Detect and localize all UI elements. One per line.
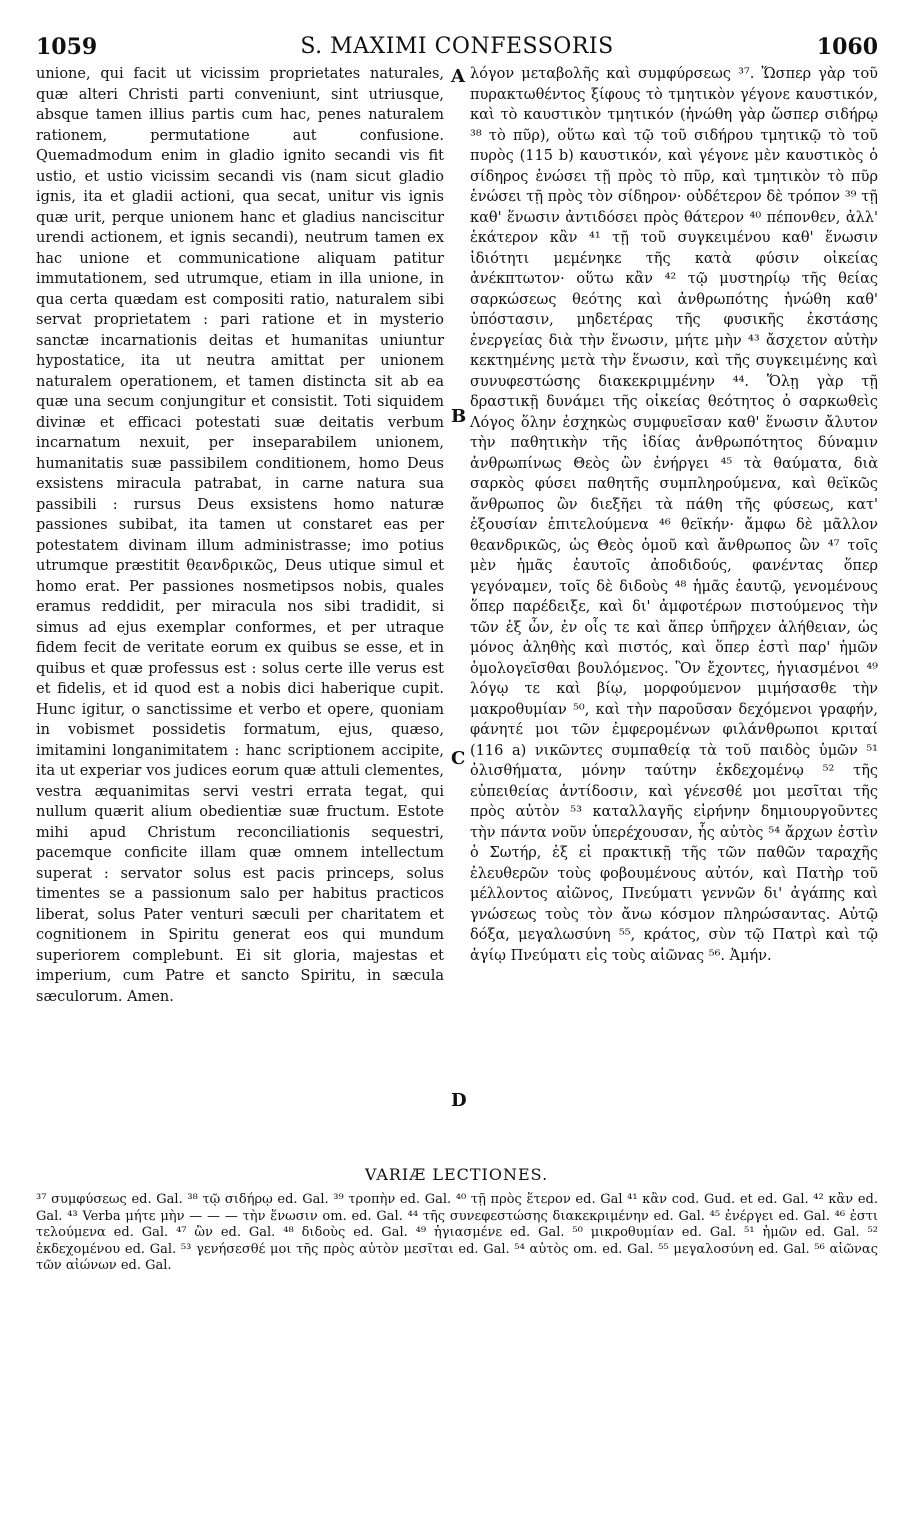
variae-lectiones-title: VARIÆ LECTIONES. (364, 1165, 549, 1184)
latin-text: unione, qui facit ut vicissim proprietates naturales, quæ alteri Christi parti conveniunt, sint utriusque, absque tamen illius partis cum hac, penes naturalem rationem, permutatione aut confusione. Quemadmodum enim in gladio ignito secandi vis fit ustio, et ustio vicissim secandi vis (nam sicut gladio ignis, ita et gladii actioni, qua secat, unitur vis ignis quæ urit, perque unionem hanc et gladius nanciscitur urendi actionem, et ignis secandi), neutrum tamen ex hac unione et communicatione aliquam patitur immutationem, sed utrumque, etiam in illa unione, in qua certa quædam est compositi ratio, naturalem sibi servat proprietatem : pari ratione et in mysterio sanctæ incarnationis deitas et humanitas uniuntur hypostatice, ita ut neutra amittat per unionem naturalem operationem, et tamen distincta sit ab ea quæ una secum conjungitur et consistit. Toti siquidem divinæ et efficaci potestati suæ deitatis verbum incarnatum nexuit, per inseparabilem unionem, humanitatis suæ passibilem conditionem, homo Deus exsistens miracula patrabat, in carne natura sua passibili : rursus Deus exsistens homo naturæ passiones subibat, ita tamen ut constaret eas per potestatem divinam illum administrasse; imo potius utrumque præstitit θεανδρικῶς, Deus utique simul et homo erat. Per passiones nosmetipsos nobis, quales eramus reddidit, per miracula nos sibi tradidit, si simus ad ejus exemplar conformes, et per utraque fidem fecit de veritate eorum ex quibus se esse, et in quibus et quæ professus est : solus certe ille verus est et fidelis, et id quod est a nobis dici haberique cupit. Hunc igitur, o sanctissime et verbo et opere, quoniam in vobismet possidetis formatum, ejus, quæso, imitamini longanimitatem : hanc scriptionem accipite, ita ut experiar vos judices eorum quæ attuli clementes, vestra æquanimitas servi vestri errata tegat, qui nullum quærit alium obedientiæ suæ fructum. Estote mihi apud Christum reconciliationis sequestri, pacemque conficite illam quæ omnem intellectum superat : servator solus est pacis princeps, solus timentes se a passionum salo per habitus practicos liberat, solus Pater venturi sæculi per charitatem et cognitionem in Spiritu generat eos qui mundum superiorem complebunt. Ei sit gloria, majestas et imperium, cum Patre et sancto Spiritu, in sæcula sæculorum. Amen. (36, 66, 444, 1005)
variae-lectiones (36, 1192, 878, 1275)
margin-marker-d: D (451, 1090, 467, 1111)
greek-column (470, 64, 878, 966)
running-title: S. MAXIMI CONFESSORIS (300, 34, 614, 59)
greek-text: λόγον μεταβολῆς καὶ συμφύρσεως ³⁷. Ὥσπερ γὰρ τοῦ πυρακτωθέντος ξίφους τὸ τμητικὸν γέγονε καυστικόν, καὶ τὸ καυστικὸν τμητικόν (ἡνώθη γὰρ ὥσπερ σιδήρῳ ³⁸ τὸ πῦρ), οὕτω καὶ τῷ τοῦ σιδήρου τμητικῷ τὸ τοῦ πυρὸς (115 b) καυστικόν, καὶ γέγονε μὲν καυστικὸς ὁ σίδηρος ἑνώσει τῇ πρὸς τὸ πῦρ, καὶ τμητικὸν τὸ πῦρ ἑνώσει τῇ πρὸς τὸν σίδηρον· οὐδέτερον δὲ τρόπον ³⁹ τῇ καθ' ἕνωσιν ἀντιδόσει πρὸς θάτερον ⁴⁰ πέπονθεν, ἀλλ' ἑκάτερον κἂν ⁴¹ τῇ τοῦ συγκειμένου καθ' ἕνωσιν ἰδιότητι μεμένηκε τῆς κατὰ φύσιν οἰκείας ἀνέκπτωτον· οὕτω κἂν ⁴² τῷ μυστηρίῳ τῆς θείας σαρκώσεως θεότης καὶ ἀνθρωπότης ἡνώθη καθ' ὑπόστασιν, μηδετέρας τῆς φυσικῆς ἐκστάσης ἐνεργείας διὰ τὴν ἕνωσιν, μήτε μὴν ⁴³ ἄσχετον αὐτὴν κεκτημένης μετὰ τὴν ἕνωσιν, καὶ τῆς συγκειμένης καὶ συνυφεστώσης διακεκριμμένην ⁴⁴. Ὅλῃ γὰρ τῇ δραστικῇ δυνάμει τῆς οἰκείας θεότητος ὁ σαρκωθεὶς Λόγος ὅλην ἐσχηκὼς συμφυεῖσαν καθ' ἕνωσιν ἄλυτον τὴν παθητικὴν τῆς ἰδίας ἀνθρωπότητος δύναμιν ἀνθρωπίνως Θεὸς ὢν ἐνήργει ⁴⁵ τὰ θαύματα, διὰ σαρκὸς φύσει παθητῆς συμπληρούμενα, καὶ θεϊκῶς ἄνθρωπος ὢν διεξῆει τὰ πάθη τῆς φύσεως, κατ' ἐξουσίαν ἐπιτελούμενα ⁴⁶ θεϊκήν· ἄμφω δὲ μᾶλλον θεανδρικῶς, ὡς Θεὸς ὁμοῦ καὶ ἄνθρωπος ὢν ⁴⁷ τοῖς μὲν ἡμᾶς ἑαυτοῖς ἀποδιδούς, φανέντας ὅπερ γεγόναμεν, τοῖς δὲ διδοὺς ⁴⁸ ἡμᾶς ἑαυτῷ, γενομένους ὅπερ παρέδειξε, καὶ δι' ἀμφοτέρων πιστούμενος τὴν τῶν ἐξ ὧν, ἐν οἷς τε καὶ ἅπερ ὑπῆρχεν ἀλήθειαν, ὡς μόνος ἀληθὴς καὶ πιστός, καὶ ὅπερ ἐστὶ παρ' ἡμῶν ὁμολογεῖσθαι βουλόμενος. Ὃν ἔχοντες, ἡγιασμένοι ⁴⁹ λόγῳ τε καὶ βίῳ, μορφούμενον μιμήσασθε τὴν μακροθυμίαν ⁵⁰, καὶ τὴν παροῦσαν δεχόμενοι γραφήν, φάνητέ μοι τῶν ἐμφερομένων φιλάνθρωποι κριταί (116 a) νικῶντες συμπαθείᾳ τὰ τοῦ παιδὸς ὑμῶν ⁵¹ ὀλισθήματα, μόνην ταύτην ἐκδεχομένῳ ⁵² τῆς εὐπειθείας ἀντίδοσιν, καὶ γένεσθέ μοι μεσῖται τῆς πρὸς αὐτὸν ⁵³ καταλλαγῆς εἰρήνην δημιουργοῦντες τὴν πάντα νοῦν ὑπερέχουσαν, ἧς αὐτὸς ⁵⁴ ἄρχων ἐστὶν ὁ Σωτήρ, ἐξ εἰ πρακτικῇ τῆς τῶν παθῶν ταραχῆς ἐλευθερῶν τοὺς φοβουμένους αὐτόν, καὶ Πατὴρ τοῦ μέλλοντος αἰῶνος, Πνεύματι γεννῶν δι' ἀγάπης καὶ γνώσεως τοὺς τὸν ἄνω κόσμον πληρώσαντας. Αὐτῷ δόξα, μεγαλωσύνη ⁵⁵, κράτος, σὺν τῷ Πατρὶ καὶ τῷ ἁγίῳ Πνεύματι εἰς τοὺς αἰῶνας ⁵⁶. Ἀμήν. (470, 66, 878, 964)
margin-marker-a: A (451, 66, 465, 87)
page-header (36, 34, 878, 64)
page-number-right: 1060 (816, 34, 878, 60)
latin-column (36, 64, 444, 1007)
page-number-left: 1059 (36, 34, 98, 60)
variae-lectiones-text: ³⁷ συμφύσεως ed. Gal. ³⁸ τῷ σιδήρῳ ed. Gal. ³⁹ τροπὴν ed. Gal. ⁴⁰ τῇ πρὸς ἕτερον ed. Gal ⁴¹ κἂν cod. Gud. et ed. Gal. ⁴² κἂν ed. Gal. ⁴³ Verba μήτε μὴν — — — τὴν ἕνωσιν om. ed. Gal. ⁴⁴ τῆς συνεφεστώσης διακεκριμένην ed. Gal. ⁴⁵ ἐνέργει ed. Gal. ⁴⁶ ἐστι τελούμενα ed. Gal. ⁴⁷ ὢν ed. Gal. ⁴⁸ διδοὺς ed. Gal. ⁴⁹ ἡγιασμένε ed. Gal. ⁵⁰ μικροθυμίαν ed. Gal. ⁵¹ ἡμῶν ed. Gal. ⁵² ἐκδεχομένου ed. Gal. ⁵³ γενήσεσθέ μοι τῆς πρὸς αὐτὸν μεσῖται ed. Gal. ⁵⁴ αὐτὸς om. ed. Gal. ⁵⁵ μεγαλοσύνη ed. Gal. ⁵⁶ αἰῶνας τῶν αἰώνων ed. Gal. (36, 1192, 878, 1273)
margin-marker-c: C (451, 748, 466, 769)
margin-marker-b: B (451, 406, 467, 427)
